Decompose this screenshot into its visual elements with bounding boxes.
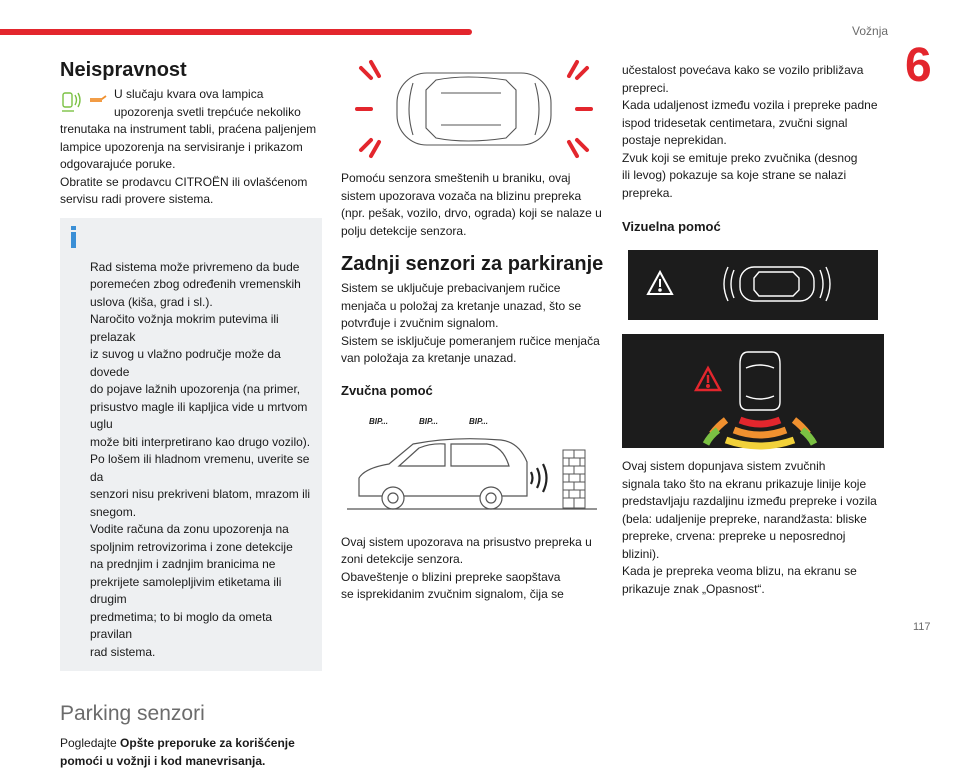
car-top-view-sensors-figure [341,58,606,158]
sensors-text: Pomoću senzora smeštenih u braniku, ovaj sistem upozorava vozača na blizinu prepreka (npr. pešak, vozilo, drvo, ograda) koji se nalaze u polju detekcije senzora. [341,171,602,238]
fault-text-cont: trenutaka na instrument tabli, praćena paljenjem lampice upozorenja na servisiranje i prikazom odgovarajuće poruke. Obratite se prodavcu CITROËN ili ovlašćenom servisu radi provere sistema. [60,122,317,206]
sound-wave-icon [531,464,547,492]
fault-text: U slučaju kvara ova lampica upozorenja svetli trepćuće nekoliko [114,87,301,119]
car-side-view-icon [347,438,597,508]
sound-assist-heading: Zvučna pomoć [341,382,433,398]
parking-reference-prefix: Pogledajte [60,736,121,750]
visual-assist-text: Ovaj sistem dopunjava sistem zvučnih signala tako što na ekranu prikazuje linije koje predstavljaju razdaljinu između prepreke i vozila (bela: udaljenije prepreke, narandžasta: bliske prepreke, crvena: prepreke u neposrednoj blizini). Kada je prepreka veoma blizu, na ekranu se prikazuje znak „Opasnost“. [622,459,877,596]
info-text: Rad sistema može privremeno da bude poremećen zbog određenih vremenskih uslova (kiša, grad i sl.). Naročito vožnja mokrim putevima ili prelazak iz suvog u vlažno područje može da dovede do pojave lažnih upozorenja (na primer, prisustvo magle ili kapljica vide u mrtvom uglu može biti interpretirano kao drugo vozilo). Po lošem ili hladnom vremenu, uverite se da senzori nisu prekriveni blatom, mrazom ili snegom. Vodite računa da zonu upozorenja na spoljnim retrovizorima i zone detekcije na prednjim i zadnjim branicima ne prekrijete samolepljivim etiketama ili drugim predmetima; to bi moglo da ometa pravilan rad sistema. [90,259,311,659]
parking-reference-link[interactable]: Opšte preporuke za korišćenje pomoći u vožnji i kod manevrisanja. [60,736,295,768]
bip-label-2: BIP... [419,416,438,426]
section-title: Vožnja [852,24,889,38]
parking-sensor-warning-icon [60,86,112,116]
chapter-number: 6 [905,39,932,92]
rear-sensors-text: Sistem se uključuje prebacivanjem ručice menjača u položaj za kretanje unazad, što se potvrđuje i zvučnim signalom. Sistem se isključuje pomeranjem ručice menjača van položaja za kretanje unazad. [341,281,600,365]
fault-warning-block [60,86,322,121]
page-number: 117 [913,621,931,633]
visual-assist-heading: Vizuelna pomoć [622,219,721,234]
parking-reference [60,735,322,770]
column-left [60,58,322,770]
rear-sensors-heading: Zadnji senzori za parkiranje [341,253,604,275]
sound-assist-figure [341,410,606,520]
info-box [60,218,322,672]
visual-assist-screen-figure-1 [622,250,878,320]
bip-label-3: BIP... [469,416,488,426]
fault-heading: Neispravnost [60,59,187,81]
bip-label-1: BIP... [369,416,388,426]
brick-wall-icon [563,450,585,508]
column-right [622,62,886,598]
sound-assist-text-cont: učestalost povećava kako se vozilo približava prepreci. Kada udaljenost između vozila i prepreke padne ispod tridesetak centimetara, zvučni signal postaje neprekidan. Zvuk koji se emituje preko zvučnika (desnog ili levog) pokazuje sa koje strane se nalazi prepreka. [622,63,878,200]
car-top-view-icon [397,73,551,145]
visual-assist-screen-figure-2 [622,334,878,448]
column-middle [341,58,606,604]
info-icon [71,226,76,248]
sound-assist-text: Ovaj sistem upozorava na prisustvo prepreka u zoni detekcije senzora. Obaveštenje o blizini prepreke saopštava se isprekidanim zvučnim signalom, čija se [341,534,592,601]
parking-sensors-heading: Parking senzori [60,702,205,725]
header-accent-bar [0,29,472,35]
